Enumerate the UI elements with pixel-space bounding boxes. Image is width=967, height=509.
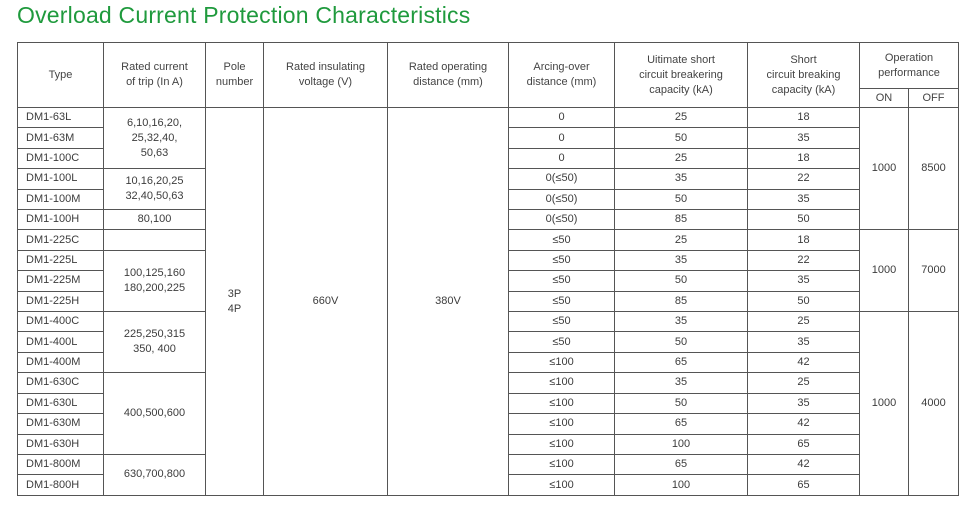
- operating-distance-cell: 380V: [388, 108, 509, 496]
- rated-current-cell: 80,100: [104, 210, 206, 230]
- arcing-distance-cell: ≤100: [509, 352, 615, 372]
- table-row: [18, 108, 959, 128]
- short-capacity-cell: 35: [748, 393, 860, 413]
- short-capacity-cell: 42: [748, 414, 860, 434]
- ultimate-capacity-cell: 85: [615, 291, 748, 311]
- ultimate-capacity-cell: 100: [615, 475, 748, 496]
- characteristics-table: [17, 42, 959, 496]
- type-cell: DM1-630H: [18, 434, 104, 454]
- short-capacity-cell: 18: [748, 108, 860, 128]
- header-off: OFF: [909, 89, 959, 108]
- short-capacity-cell: 65: [748, 475, 860, 496]
- arcing-distance-cell: 0: [509, 128, 615, 148]
- type-cell: DM1-100L: [18, 169, 104, 189]
- page-title: Overload Current Protection Characteristics: [17, 2, 471, 28]
- header-operation-performance: Operation performance: [860, 43, 959, 89]
- short-capacity-cell: 22: [748, 250, 860, 270]
- arcing-distance-cell: ≤100: [509, 414, 615, 434]
- arcing-distance-cell: 0(≤50): [509, 210, 615, 230]
- type-cell: DM1-630M: [18, 414, 104, 434]
- operation-on-cell: 1000: [860, 230, 909, 312]
- short-capacity-cell: 35: [748, 271, 860, 291]
- ultimate-capacity-cell: 50: [615, 189, 748, 209]
- type-cell: DM1-225M: [18, 271, 104, 291]
- type-cell: DM1-225L: [18, 250, 104, 270]
- header-pole-number: Pole number: [206, 43, 264, 108]
- type-cell: DM1-63L: [18, 108, 104, 128]
- type-cell: DM1-225C: [18, 230, 104, 250]
- ultimate-capacity-cell: 25: [615, 108, 748, 128]
- arcing-distance-cell: ≤50: [509, 271, 615, 291]
- arcing-distance-cell: 0(≤50): [509, 189, 615, 209]
- rated-current-cell: 100,125,160 180,200,225: [104, 250, 206, 311]
- short-capacity-cell: 35: [748, 128, 860, 148]
- arcing-distance-cell: ≤50: [509, 332, 615, 352]
- short-capacity-cell: 65: [748, 434, 860, 454]
- arcing-distance-cell: ≤50: [509, 250, 615, 270]
- type-cell: DM1-400M: [18, 352, 104, 372]
- type-cell: DM1-800H: [18, 475, 104, 496]
- short-capacity-cell: 50: [748, 291, 860, 311]
- short-capacity-cell: 50: [748, 210, 860, 230]
- short-capacity-cell: 22: [748, 169, 860, 189]
- short-capacity-cell: 35: [748, 189, 860, 209]
- type-cell: DM1-400C: [18, 312, 104, 332]
- header-operating-distance: Rated operating distance (mm): [388, 43, 509, 108]
- header-insulating-voltage: Rated insulating voltage (V): [264, 43, 388, 108]
- ultimate-capacity-cell: 65: [615, 352, 748, 372]
- short-capacity-cell: 25: [748, 312, 860, 332]
- operation-on-cell: 1000: [860, 108, 909, 230]
- ultimate-capacity-cell: 50: [615, 128, 748, 148]
- rated-current-cell: 630,700,800: [104, 454, 206, 495]
- ultimate-capacity-cell: 100: [615, 434, 748, 454]
- short-capacity-cell: 42: [748, 454, 860, 474]
- ultimate-capacity-cell: 35: [615, 373, 748, 393]
- header-ultimate-capacity: Uitimate short circuit breakering capacity (kA): [615, 43, 748, 108]
- arcing-distance-cell: ≤50: [509, 291, 615, 311]
- pole-number-cell: 3P 4P: [206, 108, 264, 496]
- header-type: Type: [18, 43, 104, 108]
- type-cell: DM1-100M: [18, 189, 104, 209]
- short-capacity-cell: 42: [748, 352, 860, 372]
- type-cell: DM1-63M: [18, 128, 104, 148]
- arcing-distance-cell: ≤100: [509, 475, 615, 496]
- type-cell: DM1-100C: [18, 148, 104, 168]
- operation-off-cell: 8500: [909, 108, 959, 230]
- header-arcing-distance: Arcing-over distance (mm): [509, 43, 615, 108]
- ultimate-capacity-cell: 65: [615, 454, 748, 474]
- rated-current-cell: 400,500,600: [104, 373, 206, 455]
- rated-current-cell: 6,10,16,20, 25,32,40, 50,63: [104, 108, 206, 169]
- operation-off-cell: 4000: [909, 312, 959, 496]
- ultimate-capacity-cell: 50: [615, 332, 748, 352]
- ultimate-capacity-cell: 85: [615, 210, 748, 230]
- arcing-distance-cell: ≤100: [509, 454, 615, 474]
- arcing-distance-cell: 0(≤50): [509, 169, 615, 189]
- short-capacity-cell: 35: [748, 332, 860, 352]
- ultimate-capacity-cell: 35: [615, 312, 748, 332]
- rated-current-cell: 10,16,20,25 32,40,50,63: [104, 169, 206, 210]
- operation-on-cell: 1000: [860, 312, 909, 496]
- ultimate-capacity-cell: 35: [615, 169, 748, 189]
- arcing-distance-cell: ≤100: [509, 434, 615, 454]
- type-cell: DM1-100H: [18, 210, 104, 230]
- type-cell: DM1-800M: [18, 454, 104, 474]
- arcing-distance-cell: ≤100: [509, 393, 615, 413]
- arcing-distance-cell: ≤50: [509, 312, 615, 332]
- arcing-distance-cell: ≤100: [509, 373, 615, 393]
- ultimate-capacity-cell: 50: [615, 271, 748, 291]
- type-cell: DM1-630C: [18, 373, 104, 393]
- header-rated-current: Rated current of trip (In A): [104, 43, 206, 108]
- short-capacity-cell: 18: [748, 230, 860, 250]
- ultimate-capacity-cell: 35: [615, 250, 748, 270]
- ultimate-capacity-cell: 25: [615, 230, 748, 250]
- header-on: ON: [860, 89, 909, 108]
- ultimate-capacity-cell: 50: [615, 393, 748, 413]
- arcing-distance-cell: ≤50: [509, 230, 615, 250]
- rated-current-cell: [104, 230, 206, 250]
- insulating-voltage-cell: 660V: [264, 108, 388, 496]
- rated-current-cell: 225,250,315 350, 400: [104, 312, 206, 373]
- type-cell: DM1-225H: [18, 291, 104, 311]
- arcing-distance-cell: 0: [509, 108, 615, 128]
- header-short-capacity: Short circuit breaking capacity (kA): [748, 43, 860, 108]
- arcing-distance-cell: 0: [509, 148, 615, 168]
- short-capacity-cell: 18: [748, 148, 860, 168]
- ultimate-capacity-cell: 25: [615, 148, 748, 168]
- type-cell: DM1-630L: [18, 393, 104, 413]
- short-capacity-cell: 25: [748, 373, 860, 393]
- type-cell: DM1-400L: [18, 332, 104, 352]
- ultimate-capacity-cell: 65: [615, 414, 748, 434]
- operation-off-cell: 7000: [909, 230, 959, 312]
